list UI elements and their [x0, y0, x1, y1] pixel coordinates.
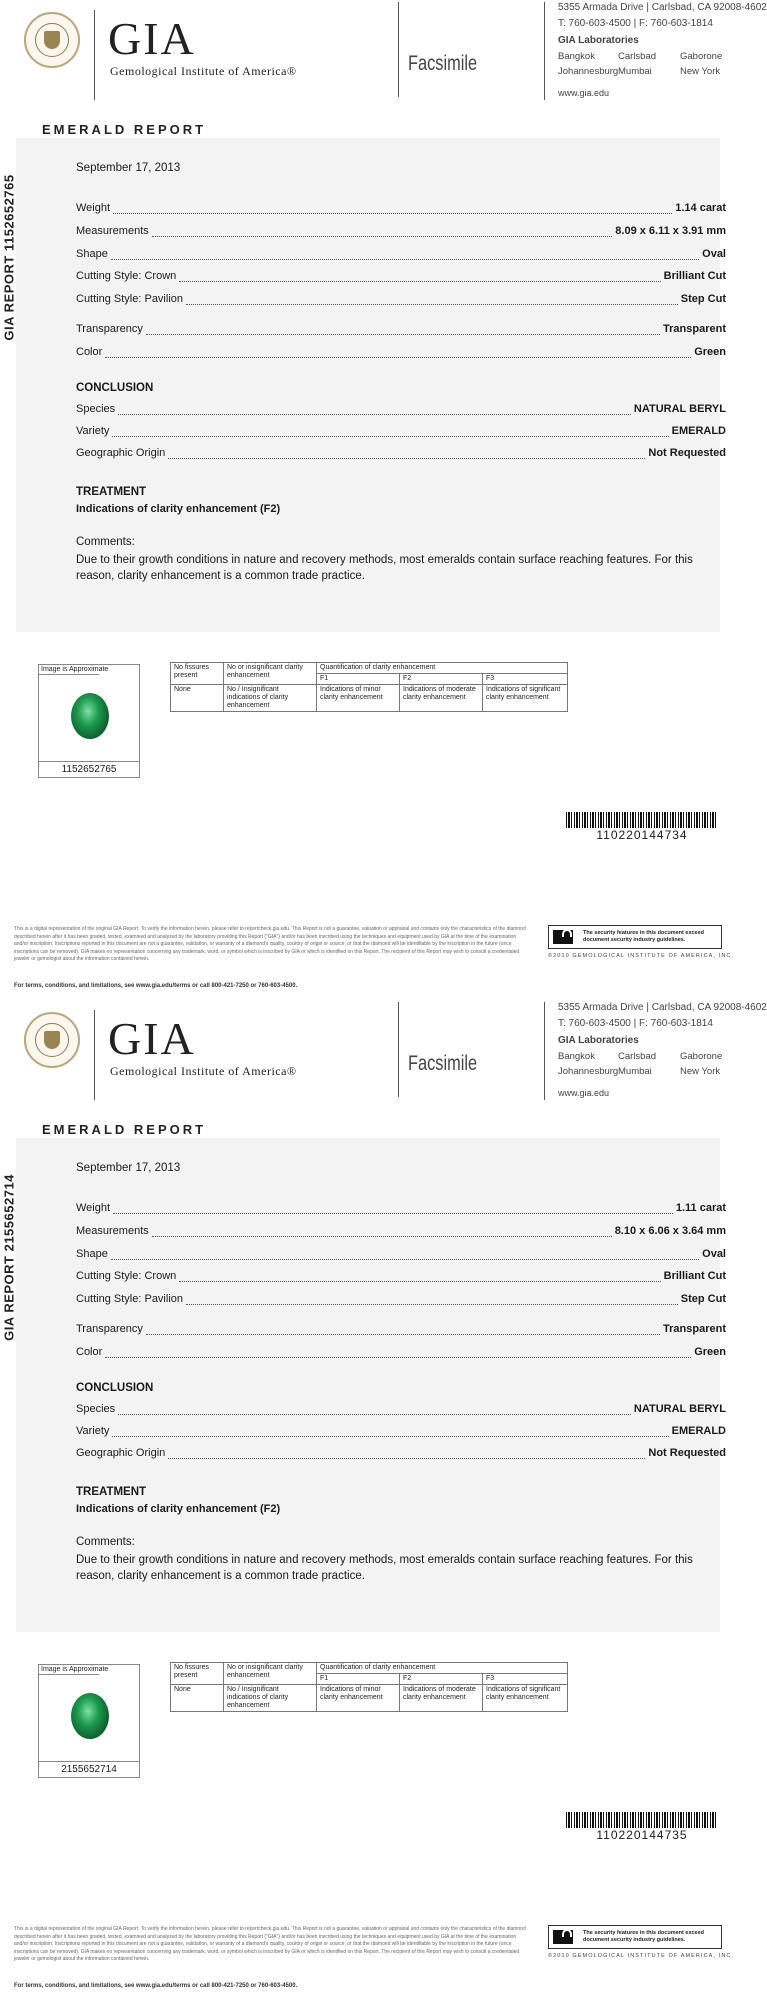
variety-row: Variety EMERALD [76, 1425, 726, 1437]
website-link[interactable]: www.gia.edu [558, 1088, 610, 1098]
report-date: September 17, 2013 [76, 1162, 181, 1174]
security-text: The security features in this document exceed document security industry guidelines. [583, 930, 705, 943]
gia-seal-logo [24, 1012, 80, 1068]
lab-phone: T: 760-603-4500 | F: 760-603-1814 [558, 1018, 713, 1029]
table-header-none: No fissures present [171, 1663, 224, 1685]
origin-row: Geographic Origin Not Requested [76, 1447, 726, 1459]
comments-label: Comments: [76, 1536, 135, 1548]
city: Carlsbad [618, 1051, 657, 1062]
city: Mumbai [618, 66, 652, 77]
measurements-row: Measurements 8.10 x 6.06 x 3.64 mm [76, 1225, 726, 1237]
lock-icon [553, 930, 573, 944]
city: New York [680, 1066, 721, 1077]
city: Carlsbad [618, 51, 657, 62]
shape-row: Shape Oval [76, 248, 726, 260]
table-header-f2: F2 [400, 674, 483, 685]
transparency-row: Transparency Transparent [76, 323, 726, 335]
measurements-row: Measurements 8.09 x 6.11 x 3.91 mm [76, 225, 726, 237]
clarity-enhancement-table [170, 1662, 568, 1712]
treatment-heading: TREATMENT [76, 486, 147, 498]
table-header-none: No fissures present [171, 663, 224, 685]
barcode-number: 110220144734 [596, 828, 688, 842]
lock-icon [553, 1930, 573, 1944]
labs-title: GIA Laboratories [558, 35, 639, 46]
table-cell: No / Insignificant indications of clarity enhancement [224, 1685, 317, 1712]
report-number-side-label: GIA REPORT 2155652714 [1, 1174, 17, 1341]
disclaimer-text: This is a digital representation of the original GIA Report. To verify the information herein, please refer to reportcheck.gia.edu. This Report is not a guarantee, valuation or appraisal and contains only the characteristics of the diamond described herein after it has been graded, tested, examined and analyzed by the laboratory providing this Report ("GIA") and/or has been inscribed using the techniques and equipment used by GIA at the time of the examination and/or inscription. Inscriptions reported in this document are not a guarantee, validation, or warranty of a diamond's quality, country of origin or source, or that the diamond will be identifiable by the inscription in the future (once inscriptions can be removed). GIA makes no representation concerning any trademark, word, or symbol which is inscribed by GIA or which is identified on this Report. The recipient of this Report may wish to consult a credentialed jeweler or gemologist about the information contained herein. [14, 1926, 526, 1962]
conclusion-heading: CONCLUSION [76, 1382, 154, 1394]
terms-text: For terms, conditions, and limitations, see www.gia.edu/terms or call 800-421-7250 or 760-603-4500. [14, 983, 298, 989]
institute-name: Gemological Institute of America® [110, 64, 297, 78]
table-header-f3: F3 [483, 674, 568, 685]
table-header-f3: F3 [483, 1674, 568, 1685]
table-cell: Indications of significant clarity enhancement [483, 1685, 568, 1712]
report-title: EMERALD REPORT [42, 122, 207, 137]
conclusion-heading: CONCLUSION [76, 382, 154, 394]
report-panel [16, 1138, 726, 1632]
security-features-box [548, 925, 722, 949]
table-header-quant: Quantification of clarity enhancement [317, 1663, 568, 1674]
crown-row: Cutting Style: Crown Brilliant Cut [76, 1270, 726, 1282]
weight-row: Weight 1.14 carat [76, 202, 726, 214]
website-link[interactable]: www.gia.edu [558, 88, 610, 98]
image-report-number: 2155652714 [61, 1764, 117, 1775]
table-header-f1: F1 [317, 1674, 400, 1685]
city: Gaborone [680, 1051, 723, 1062]
security-text: The security features in this document exceed document security industry guidelines. [583, 1930, 705, 1943]
species-row: Species NATURAL BERYL [76, 1403, 726, 1415]
city: Bangkok [558, 1051, 595, 1062]
image-caption: Image is Approximate [41, 1666, 109, 1673]
facsimile-label: Facsimile [408, 1052, 478, 1075]
treatment-text: Indications of clarity enhancement (F2) [76, 503, 281, 515]
lab-phone: T: 760-603-4500 | F: 760-603-1814 [558, 18, 713, 29]
city: Bangkok [558, 51, 595, 62]
report-page [0, 1000, 767, 2000]
report-title: EMERALD REPORT [42, 1122, 207, 1137]
clarity-enhancement-table [170, 662, 568, 712]
pavilion-row: Cutting Style: Pavilion Step Cut [76, 293, 726, 305]
city: Johannesburg [558, 66, 619, 77]
labs-title: GIA Laboratories [558, 1035, 639, 1046]
barcode [566, 1812, 718, 1828]
table-cell: None [171, 685, 224, 712]
institute-name: Gemological Institute of America® [110, 1064, 297, 1078]
crown-row: Cutting Style: Crown Brilliant Cut [76, 270, 726, 282]
weight-row: Weight 1.11 carat [76, 1202, 726, 1214]
emerald-gem-image [71, 693, 109, 739]
city: Mumbai [618, 1066, 652, 1077]
image-report-number: 1152652765 [61, 764, 117, 775]
lab-address: 5355 Armada Drive | Carlsbad, CA 92008-4602 [558, 2, 767, 13]
table-cell: Indications of significant clarity enhancement [483, 685, 568, 712]
gia-logo-text: GIA [108, 13, 196, 64]
color-row: Color Green [76, 346, 726, 358]
species-row: Species NATURAL BERYL [76, 403, 726, 415]
treatment-text: Indications of clarity enhancement (F2) [76, 1503, 281, 1515]
table-cell: Indications of minor clarity enhancement [317, 1685, 400, 1712]
treatment-heading: TREATMENT [76, 1486, 147, 1498]
table-header-f2: F2 [400, 1674, 483, 1685]
city: Gaborone [680, 51, 723, 62]
table-header-minor: No or insignificant clarity enhancement [224, 1663, 317, 1685]
shape-row: Shape Oval [76, 1248, 726, 1260]
table-cell: None [171, 1685, 224, 1712]
report-number-side-label: GIA REPORT 1152652765 [1, 174, 17, 341]
image-caption: Image is Approximate [41, 666, 109, 673]
report-date: September 17, 2013 [76, 162, 181, 174]
emerald-gem-image [71, 1693, 109, 1739]
terms-text: For terms, conditions, and limitations, see www.gia.edu/terms or call 800-421-7250 or 760-603-4500. [14, 1983, 298, 1989]
table-cell: Indications of moderate clarity enhancement [400, 685, 483, 712]
table-cell: Indications of minor clarity enhancement [317, 685, 400, 712]
lab-address: 5355 Armada Drive | Carlsbad, CA 92008-4602 [558, 1002, 767, 1013]
gem-image-box [38, 1664, 140, 1778]
comments-label: Comments: [76, 536, 135, 548]
barcode [566, 812, 718, 828]
gem-image-box [38, 664, 140, 778]
gia-logo-text: GIA [108, 1013, 196, 1064]
gia-seal-logo [24, 12, 80, 68]
table-header-f1: F1 [317, 674, 400, 685]
comments-text: Due to their growth conditions in nature and recovery methods, most emeralds contain surface reaching features. For this reason, clarity enhancement is a common trade practice. [76, 554, 693, 582]
table-cell: No / Insignificant indications of clarity enhancement [224, 685, 317, 712]
city: Johannesburg [558, 1066, 619, 1077]
city: New York [680, 66, 721, 77]
origin-row: Geographic Origin Not Requested [76, 447, 726, 459]
report-panel [16, 138, 726, 632]
facsimile-label: Facsimile [408, 52, 478, 75]
table-cell: Indications of moderate clarity enhancement [400, 1685, 483, 1712]
variety-row: Variety EMERALD [76, 425, 726, 437]
barcode-number: 110220144735 [596, 1828, 688, 1842]
copyright-text: ©2010 GEMOLOGICAL INSTITUTE OF AMERICA, INC. [548, 953, 735, 959]
disclaimer-text: This is a digital representation of the original GIA Report. To verify the information herein, please refer to reportcheck.gia.edu. This Report is not a guarantee, valuation or appraisal and contains only the characteristics of the diamond described herein after it has been graded, tested, examined and analyzed by the laboratory providing this Report ("GIA") and/or has been inscribed using the techniques and equipment used by GIA at the time of the examination and/or inscription. Inscriptions reported in this document are not a guarantee, validation, or warranty of a diamond's quality, country of origin or source, or that the diamond will be identifiable by the inscription in the future (once inscriptions can be removed). GIA makes no representation concerning any trademark, word, or symbol which is inscribed by GIA or which is identified on this Report. The recipient of this Report may wish to consult a credentialed jeweler or gemologist about the information contained herein. [14, 926, 526, 962]
table-header-quant: Quantification of clarity enhancement [317, 663, 568, 674]
transparency-row: Transparency Transparent [76, 1323, 726, 1335]
color-row: Color Green [76, 1346, 726, 1358]
security-features-box [548, 1925, 722, 1949]
comments-text: Due to their growth conditions in nature and recovery methods, most emeralds contain surface reaching features. For this reason, clarity enhancement is a common trade practice. [76, 1554, 693, 1582]
pavilion-row: Cutting Style: Pavilion Step Cut [76, 1293, 726, 1305]
copyright-text: ©2010 GEMOLOGICAL INSTITUTE OF AMERICA, INC. [548, 1953, 735, 1959]
table-header-minor: No or insignificant clarity enhancement [224, 663, 317, 685]
